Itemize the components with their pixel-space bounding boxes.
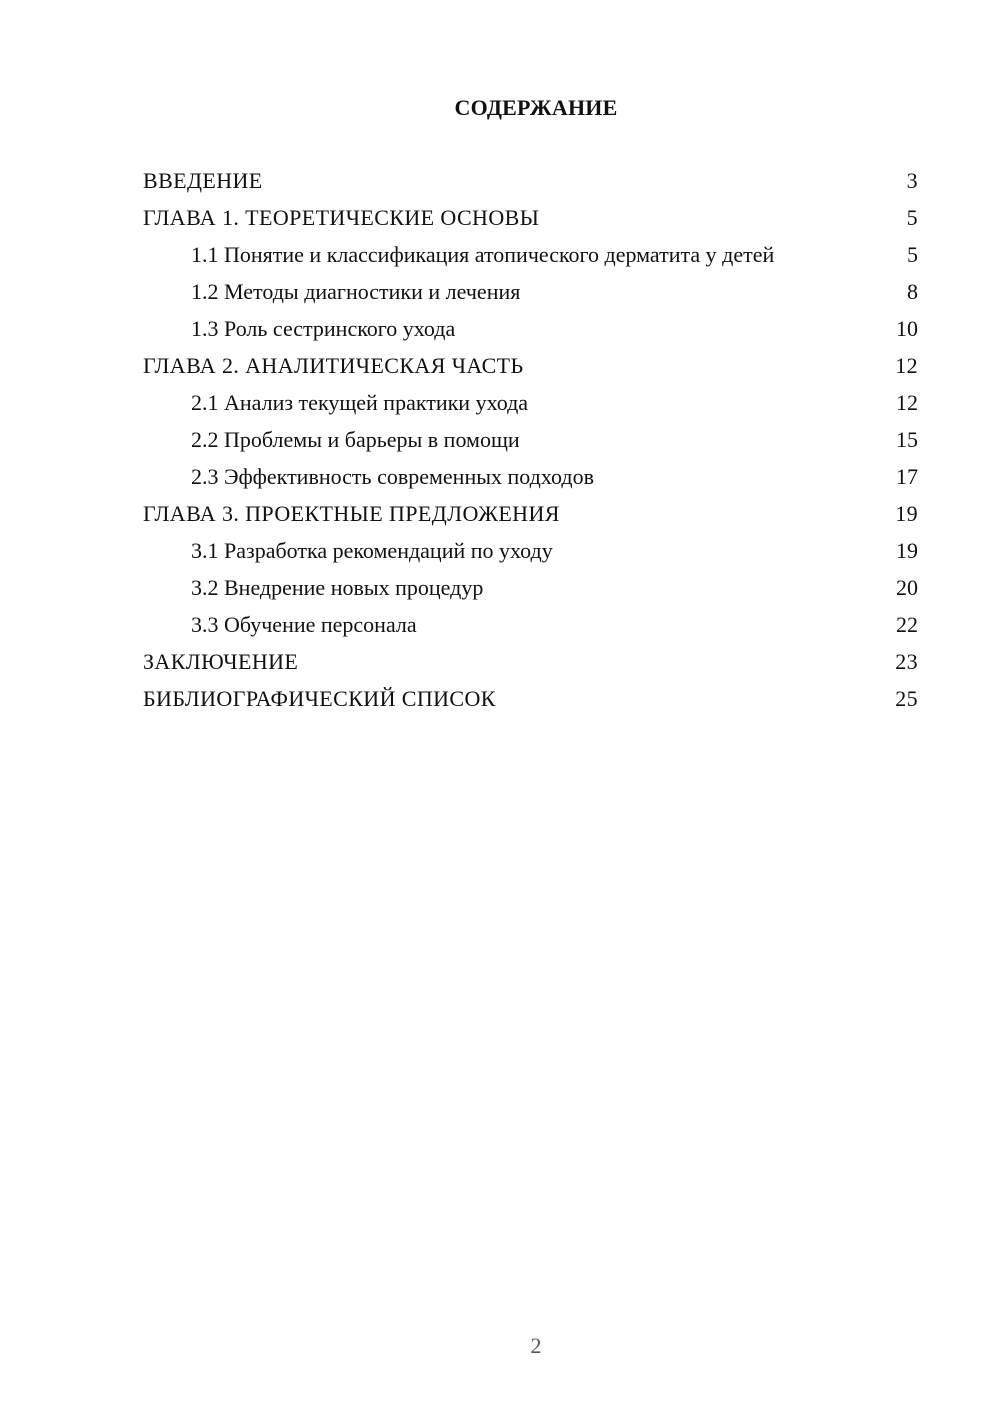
page-title: СОДЕРЖАНИЕ <box>454 95 618 120</box>
toc-entry-chapter-1[interactable] <box>143 205 918 231</box>
toc-entry-page: 15 <box>896 427 918 452</box>
toc-entry-page: 20 <box>896 575 918 600</box>
table-of-contents <box>143 168 918 723</box>
toc-entry-chapter-3[interactable] <box>143 501 918 527</box>
toc-entry-page: 25 <box>895 686 918 711</box>
toc-entry-conclusion[interactable] <box>143 649 918 675</box>
toc-entry-label: ГЛАВА 3. ПРОЕКТНЫЕ ПРЕДЛОЖЕНИЯ <box>143 501 560 526</box>
toc-entry-label: 2.2 Проблемы и барьеры в помощи <box>191 427 520 452</box>
toc-entry-label: 2.3 Эффективность современных подходов <box>191 464 594 489</box>
toc-entry-section-2-3[interactable] <box>143 464 918 490</box>
toc-entry-label: ВВЕДЕНИЕ <box>143 168 263 193</box>
toc-entry-label: 3.1 Разработка рекомендаций по уходу <box>191 538 553 563</box>
toc-entry-page: 10 <box>896 316 918 341</box>
toc-entry-label: 2.1 Анализ текущей практики ухода <box>191 390 529 415</box>
toc-entry-label: ГЛАВА 1. ТЕОРЕТИЧЕСКИЕ ОСНОВЫ <box>143 205 540 230</box>
toc-entry-label: 1.3 Роль сестринского ухода <box>191 316 456 341</box>
toc-entry-page: 8 <box>907 279 918 304</box>
toc-entry-page: 17 <box>896 464 918 489</box>
toc-entry-label: ЗАКЛЮЧЕНИЕ <box>143 649 299 674</box>
toc-entry-section-3-3[interactable] <box>143 612 918 638</box>
toc-entry-label: 1.1 Понятие и классификация атопического дерматита у детей <box>191 242 775 267</box>
toc-entry-section-1-2[interactable] <box>143 279 918 305</box>
toc-entry-section-2-2[interactable] <box>143 427 918 453</box>
toc-entry-bibliography[interactable] <box>143 686 918 712</box>
toc-entry-page: 19 <box>896 538 918 563</box>
toc-entry-label: 3.2 Внедрение новых процедур <box>191 575 484 600</box>
toc-entry-label: БИБЛИОГРАФИЧЕСКИЙ СПИСОК <box>143 686 496 711</box>
toc-entry-section-3-1[interactable] <box>143 538 918 564</box>
toc-entry-page: 19 <box>895 501 918 526</box>
toc-entry-introduction[interactable] <box>143 168 918 194</box>
toc-entry-section-1-1[interactable] <box>143 242 918 268</box>
page-number: 2 <box>530 1333 542 1358</box>
toc-entry-label: 1.2 Методы диагностики и лечения <box>191 279 521 304</box>
toc-entry-section-3-2[interactable] <box>143 575 918 601</box>
toc-entry-page: 22 <box>896 612 918 637</box>
toc-entry-page: 5 <box>906 205 918 230</box>
toc-entry-page: 12 <box>895 353 918 378</box>
toc-entry-page: 23 <box>895 649 918 674</box>
toc-entry-label: ГЛАВА 2. АНАЛИТИЧЕСКАЯ ЧАСТЬ <box>143 353 524 378</box>
toc-entry-chapter-2[interactable] <box>143 353 918 379</box>
toc-entry-label: 3.3 Обучение персонала <box>191 612 417 637</box>
toc-entry-section-2-1[interactable] <box>143 390 918 416</box>
toc-entry-page: 12 <box>896 390 918 415</box>
toc-entry-section-1-3[interactable] <box>143 316 918 342</box>
toc-entry-page: 5 <box>907 242 918 267</box>
toc-entry-page: 3 <box>906 168 918 193</box>
